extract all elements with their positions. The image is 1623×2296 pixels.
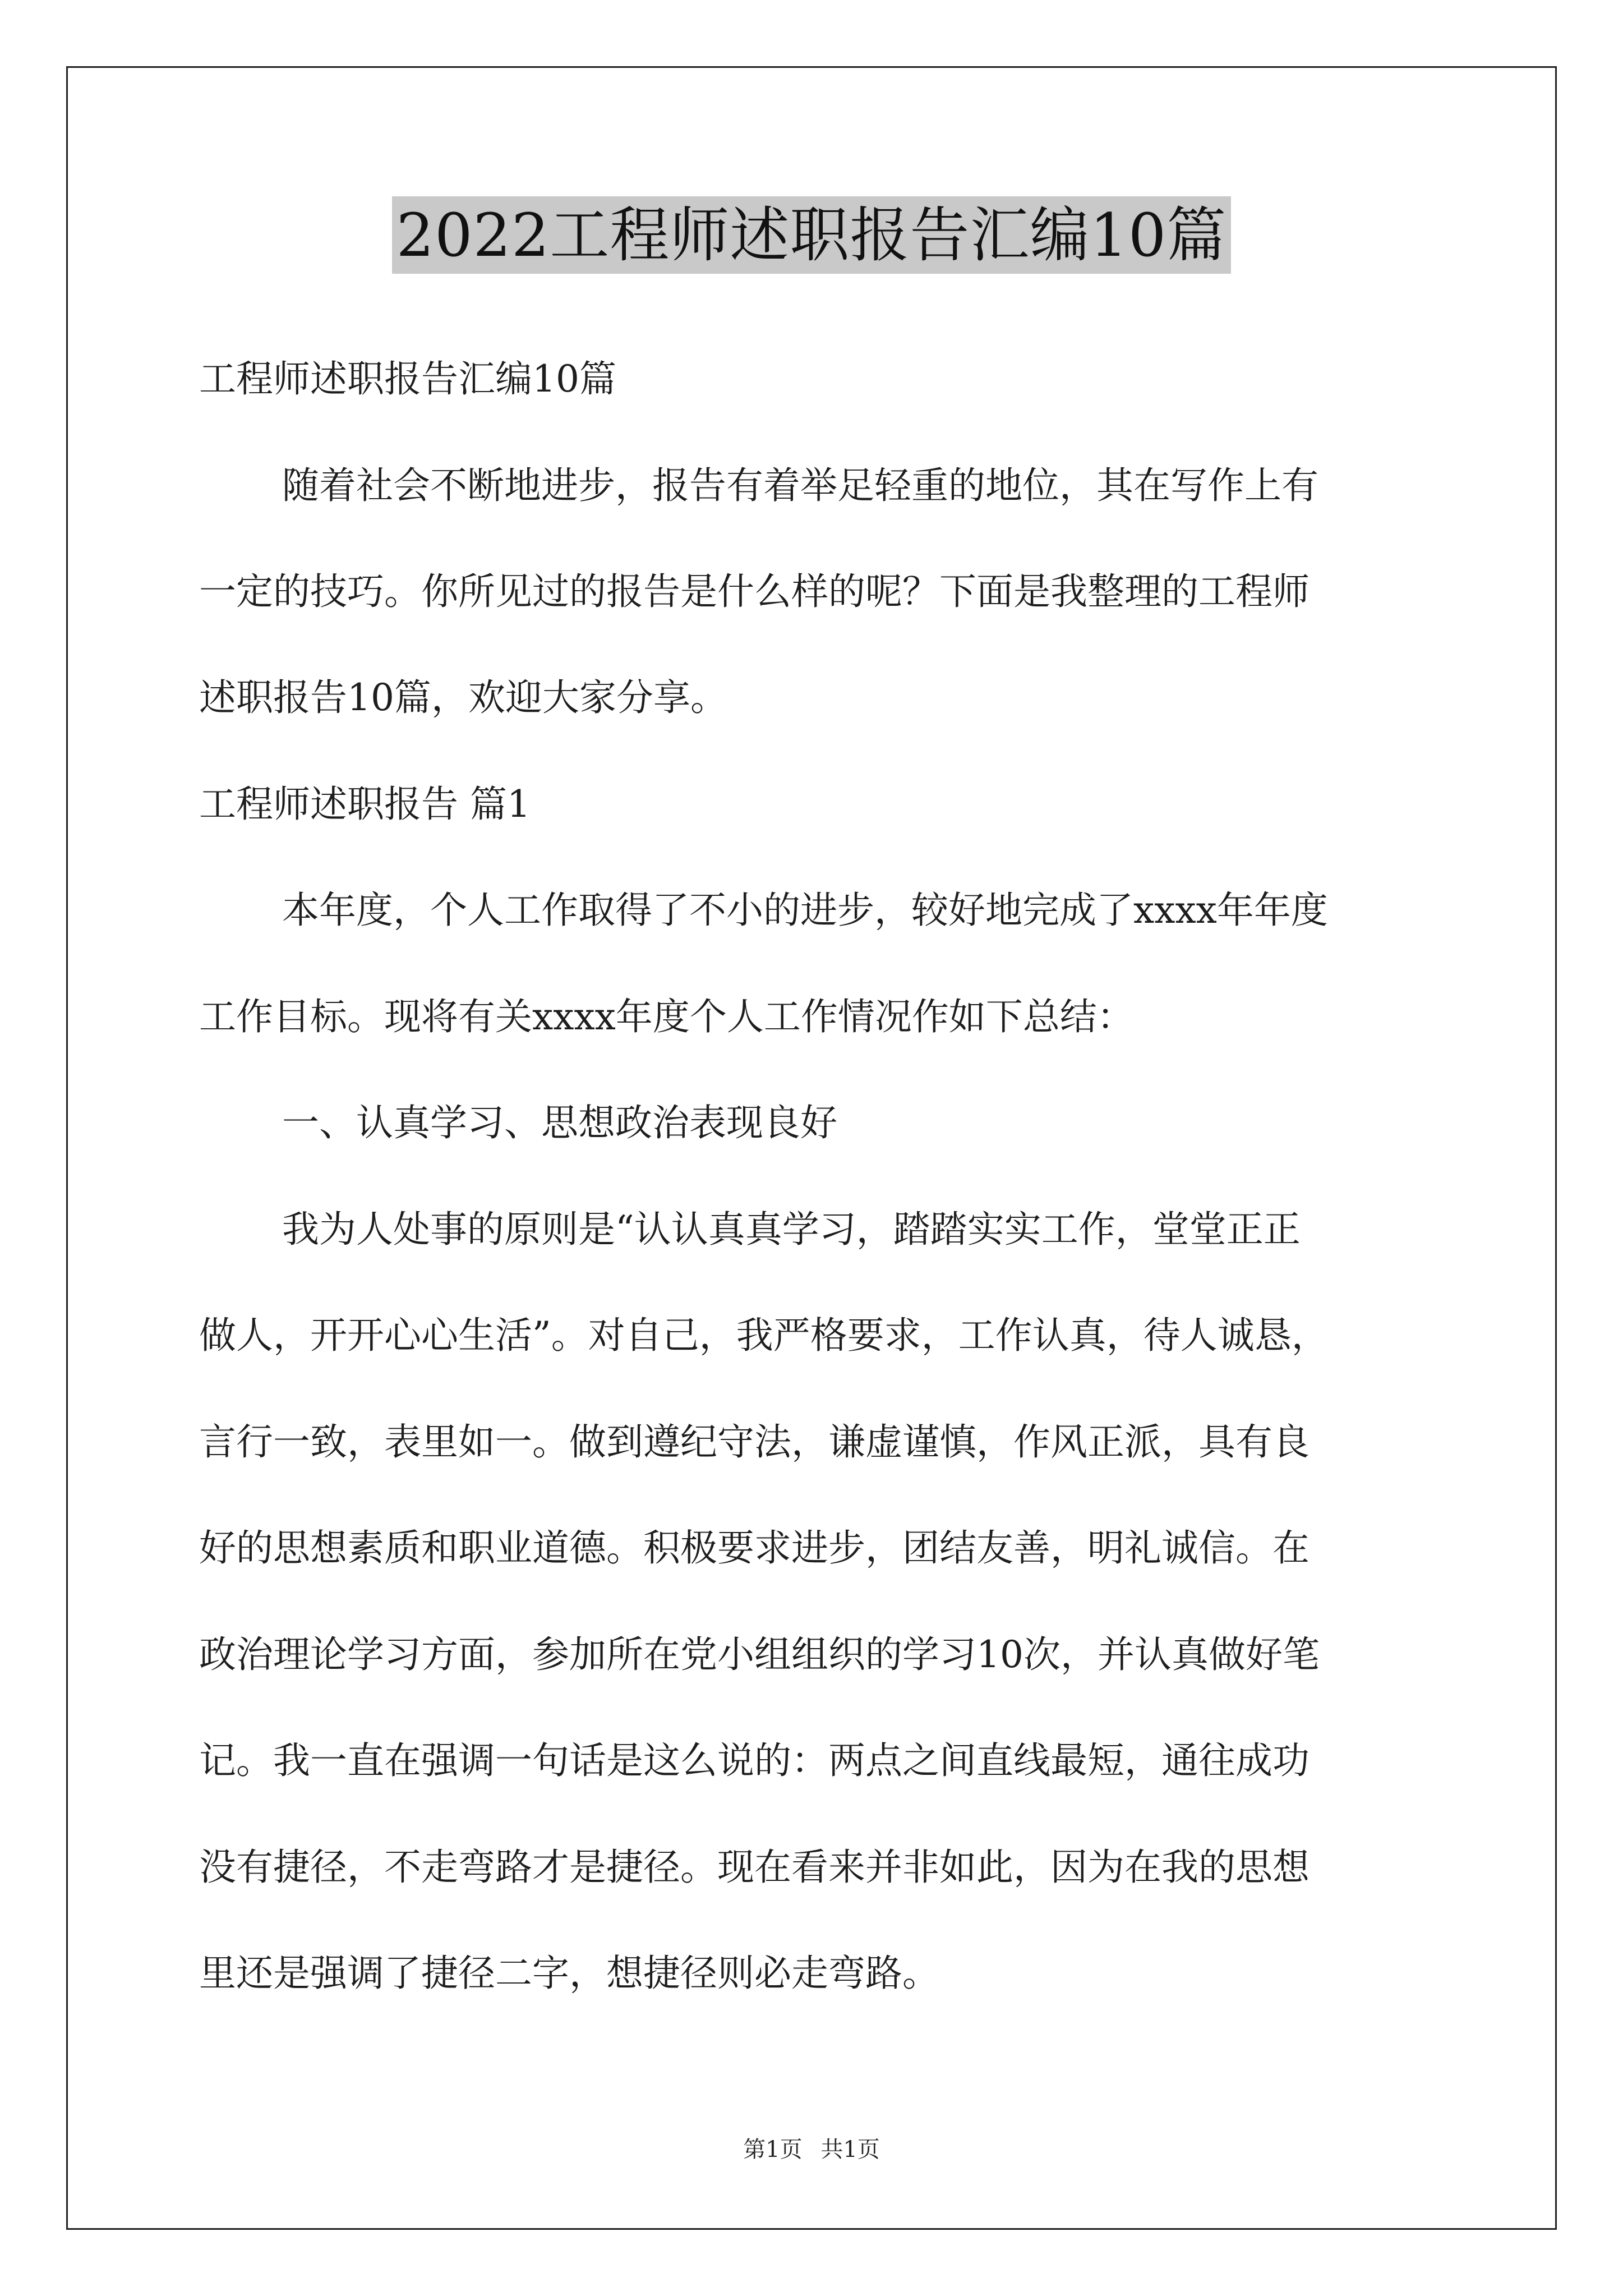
paragraph-line: 一定的技巧。你所见过的报告是什么样的呢？下面是我整理的工程师	[199, 570, 1310, 613]
paragraph-line: 政治理论学习方面，参加所在党小组组织的学习10次，并认真做好笔	[199, 1633, 1320, 1676]
paragraph-line: 本年度，个人工作取得了不小的进步，较好地完成了xxxx年年度	[282, 889, 1328, 932]
paragraph-line: 里还是强调了捷径二字，想捷径则必走弯路。	[199, 1952, 939, 1995]
paragraph-line: 做人，开开心心生活”。对自己，我严格要求，工作认真，待人诚恳，	[199, 1314, 1329, 1357]
page-total: 共1页	[820, 2137, 880, 2162]
paragraph-line: 好的思想素质和职业道德。积极要求进步，团结友善，明礼诚信。在	[199, 1526, 1310, 1570]
title-container	[0, 196, 1623, 274]
paragraph-line: 言行一致，表里如一。做到遵纪守法，谦虚谨慎，作风正派，具有良	[199, 1420, 1310, 1464]
document-title: 2022工程师述职报告汇编10篇	[392, 196, 1232, 274]
paragraph-line: 述职报告10篇，欢迎大家分享。	[199, 676, 727, 719]
paragraph-line: 记。我一直在强调一句话是这么说的：两点之间直线最短，通往成功	[199, 1739, 1310, 1782]
sub-heading: 一、认真学习、思想政治表现良好	[282, 1101, 837, 1144]
page-number: 第1页	[743, 2137, 803, 2162]
section-heading: 工程师述职报告 篇1	[199, 783, 531, 826]
page-footer	[0, 2136, 1623, 2163]
paragraph-line: 随着社会不断地进步，报告有着举足轻重的地位，其在写作上有	[282, 464, 1318, 507]
paragraph-line: 没有捷径，不走弯路才是捷径。现在看来并非如此，因为在我的思想	[199, 1846, 1310, 1889]
paragraph-line: 工作目标。现将有关xxxx年度个人工作情况作如下总结：	[199, 995, 1134, 1038]
paragraph-line: 我为人处事的原则是“认认真真学习，踏踏实实工作，堂堂正正	[282, 1208, 1301, 1251]
subtitle-line: 工程师述职报告汇编10篇	[199, 357, 616, 401]
